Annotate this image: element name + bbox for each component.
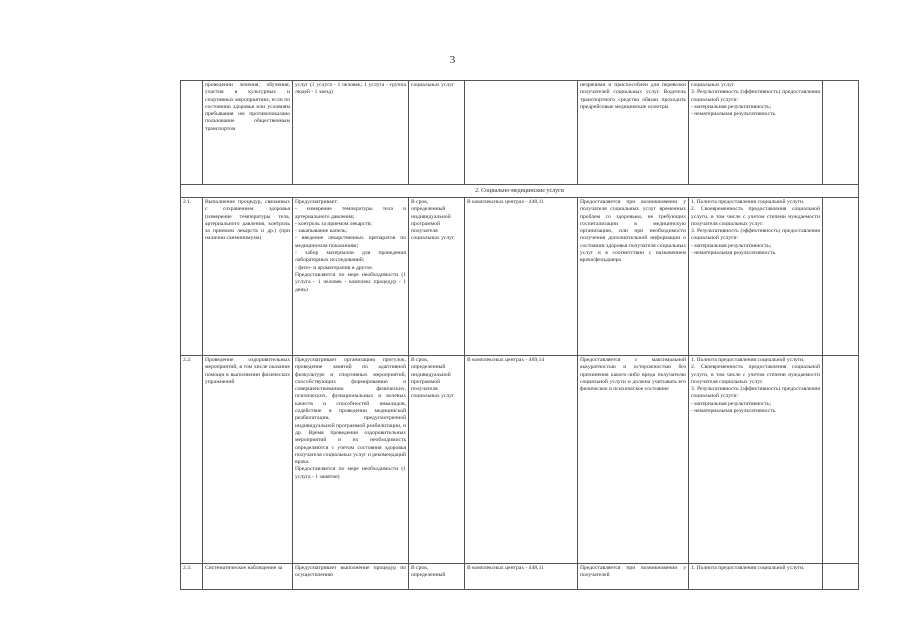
empty-cell	[823, 198, 859, 356]
section-title: 2. Социально-медицинские услуги	[181, 185, 859, 198]
service-norm: услуг (1 услуга - 1 человек; 1 услуга - группа людей - 1 заезд)	[293, 81, 409, 185]
service-conditions: Предоставляется при возникновении у получателей	[578, 564, 689, 590]
page-number: 3	[449, 54, 456, 66]
empty-cell	[823, 81, 859, 185]
service-name: проведении лечения, обучения, участия в культурных и спортивных мероприятиях, если по состоянию здоровья или условиям пребывания им противопоказано пользование общественным транспортом	[203, 81, 293, 185]
service-norm: Предусматривает организацию прогулок, проведение занятий по адаптивной физкультуре и спортивных мероприятий, способствующих формированию и совершенствованию физических, психических, функциональных и волевых качеств и способностей инвалидов, содействие в проведении медицинской реабилитации, предусмотренной индивидуальной программой реабилитации, и др. Время проведения оздоровительных мероприятий и их необходимость определяются с учетом состояния здоровья получателя социальных услуг и рекомендаций врача. Предоставляется по мере необходимости (1 услуга - 1 занятие)	[293, 356, 409, 564]
service-term: В срок, определенный индивидуальной программой получателя социальных услуг	[409, 356, 465, 564]
section-row	[181, 185, 859, 198]
row-number	[181, 81, 203, 185]
empty-cell	[823, 564, 859, 590]
service-term: В срок, определенный индивидуальной программой получателя социальных услуг	[409, 198, 465, 356]
row-number: 2.1.	[181, 198, 203, 356]
empty-cell	[823, 356, 859, 564]
service-name: Проведение оздоровительных мероприятий, в том числе оказание помощи в выполнении физических упражнений	[203, 356, 293, 564]
table-row	[181, 198, 859, 356]
service-indicators: 1. Полнота предоставления социальной услуги.	[689, 564, 823, 590]
row-number: 2.2.	[181, 356, 203, 564]
service-indicators: социальных услуг. 3. Результативность (эффективность) предоставления социальной услуги: - материальная результативность; - нематериальная результативность.	[689, 81, 823, 185]
services-table	[180, 80, 859, 590]
service-conditions: Предоставляется при возникновении у получателя социальных услуг временных проблем со здоровьем, не требующих госпитализации в медицинскую организацию, или при необходимости получения дополнительной информации о состоянии здоровья получателя социальных услуг и в соответствии с назначением врача/фельдшера	[578, 198, 689, 356]
service-conditions: незрячими и приспособлен для перевозки получателей социальных услуг. Водитель транспортного средства обязан проходить предрейсовые медицинские осмотры	[578, 81, 689, 185]
service-indicators: 1. Полнота предоставления социальной услуги. 2. Своевременность предоставления социальной услуги, в том числе с учетом степени нуждаемости получателя социальных услуг. 3. Результативность (эффективность) предоставления социальной услуги: - материальная результативность; - нематериальная результативность.	[689, 356, 823, 564]
table-row	[181, 356, 859, 564]
service-name: Систематическое наблюдение за	[203, 564, 293, 590]
table-row	[181, 81, 859, 185]
service-norm: Предусматривает: - измерение температуры тела и артериального давления; - контроль за приемом лекарств; - закапывание капель; - введение лекарственных препаратов по медицинским показаниям; - забор материалов для проведения лабораторных исследований; - фито- и ароматерапия и другое. Предоставляется по мере необходимости (1 услуга - 1 человек - комплекс процедур - 1 день)	[293, 198, 409, 356]
service-tariff	[465, 81, 578, 185]
service-name: Выполнение процедур, связанных с сохранением здоровья (измерение температуры тела, артериального давления, контроль за приемом лекарств и др.) (при наличии санминимума)	[203, 198, 293, 356]
service-conditions: Предоставляется с максимальной аккуратностью и осторожностью без причинения какого-либо вреда получателю социальной услуги и должна учитывать его физическое и психическое состояние	[578, 356, 689, 564]
service-tariff: В комплексных центрах - 469,14	[465, 356, 578, 564]
service-term: В срок, определенный	[409, 564, 465, 590]
service-norm: Предусматривает выполнение процедур по осуществлению	[293, 564, 409, 590]
table-row	[181, 564, 859, 590]
service-tariff: В комплексных центрах - 448,11	[465, 198, 578, 356]
service-tariff: В комплексных центрах - 448,11	[465, 564, 578, 590]
service-term: социальных услуг	[409, 81, 465, 185]
row-number: 2.3.	[181, 564, 203, 590]
service-indicators: 1. Полнота предоставления социальной услуги. 2. Своевременность предоставления социальной услуги, в том числе с учетом степени нуждаемости получателя социальных услуг. 3. Результативность (эффективность) предоставления социальной услуги: - материальная результативность; - нематериальная результативность.	[689, 198, 823, 356]
